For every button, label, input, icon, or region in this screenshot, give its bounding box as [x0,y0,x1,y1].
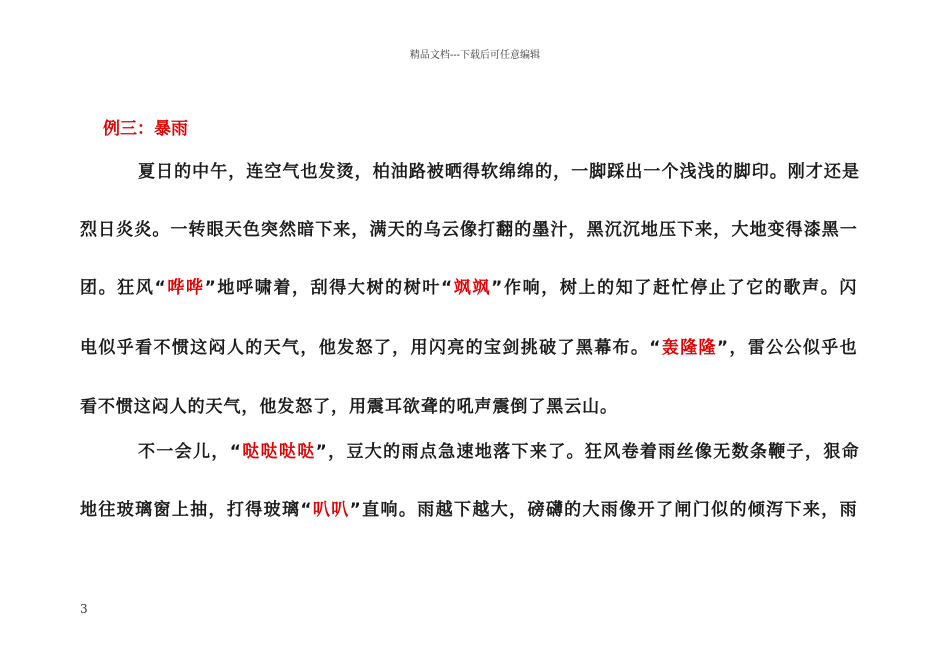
page-number: 3 [80,602,88,616]
page-header: 精品文档---下载后可任意编辑 [409,50,541,61]
text-line [80,336,858,360]
text-line [80,218,858,242]
text-segment: 不一会儿，“ [138,442,243,462]
onomatopoeia-highlight: 哗哗 [167,278,205,298]
text-segment: ”，豆大的雨点急速地落下来了。狂风卷着雨丝像无数条鞭子，狠命 [315,442,860,462]
section-title: 例三：暴雨 [103,119,188,139]
text-segment: 烈日炎炎。一转眼天色突然暗下来，满天的乌云像打翻的墨汁，黑沉沉地压下来，大地变得漆黑一 [80,220,858,240]
text-line [138,160,860,184]
text-segment: 团。狂风“ [80,278,168,298]
onomatopoeia-highlight: 飒飒 [453,278,492,298]
onomatopoeia-highlight: 轰隆隆 [661,338,717,358]
text-line [80,395,618,419]
text-segment: 电似乎看不惯这闷人的天气，他发怒了，用闪亮的宝剑挑破了黑幕布。“ [80,338,662,358]
text-segment: 夏日的中午，连空气也发烫，柏油路被晒得软绵绵的，一脚踩出一个浅浅的脚印。刚才还是 [138,162,860,182]
text-segment: ”作响，树上的知了赶忙停止了它的歌声。闪 [491,278,858,298]
onomatopoeia-highlight: 叭叭 [312,500,350,520]
text-line [80,276,858,300]
text-segment: ”直响。雨越下越大，磅礴的大雨像开了闸门似的倾泻下来，雨 [349,500,859,520]
onomatopoeia-highlight: 哒哒哒哒 [242,442,316,462]
text-line [138,440,860,464]
text-segment: ”，雷公公似乎也 [716,338,859,358]
text-segment: ”地呼啸着，刮得大树的树叶“ [204,278,454,298]
text-line [80,498,858,522]
text-segment: 地往玻璃窗上抽，打得玻璃“ [80,500,313,520]
text-segment: 看不惯这闷人的天气，他发怒了，用震耳欲聋的吼声震倒了黑云山。 [80,397,618,417]
